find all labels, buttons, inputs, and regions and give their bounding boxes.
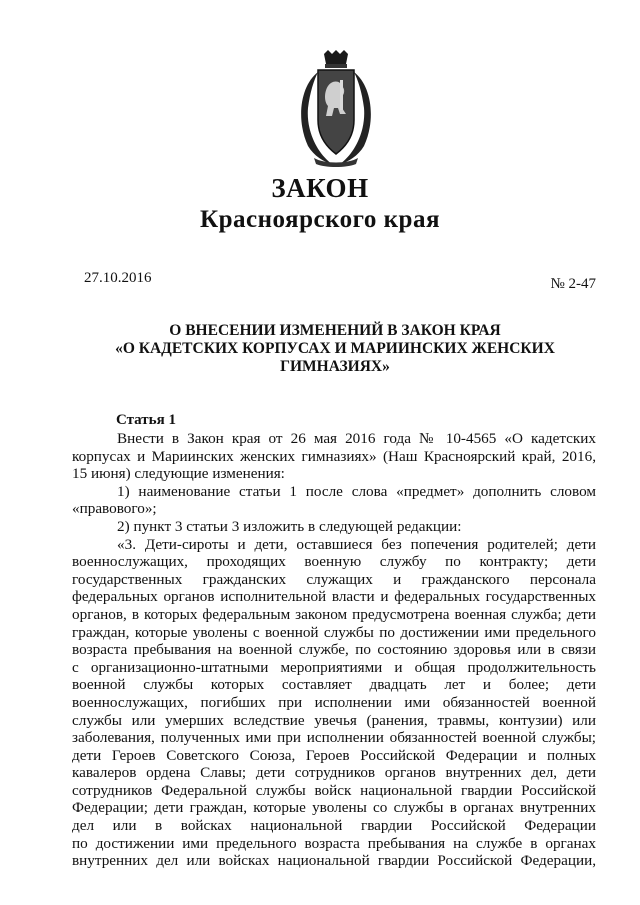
body-line: службы или умерших вследствие увечья (ранения, травмы, контузии) или: [72, 711, 596, 729]
document-subject: [90, 322, 580, 376]
subject-line: ГИМНАЗИЯХ»: [280, 358, 390, 375]
body-line: военной службы которых составляет двадцать лет и более; дети: [72, 676, 596, 694]
body-line: органов, в которых федеральным законом предусмотрена военная служба; дети: [72, 605, 596, 623]
body-line: Внести в Закон края от 26 мая 2016 года № 10-4565 «О кадетских: [117, 430, 596, 447]
body-line: сотрудников Федеральной службы войск национальной гвардии Российской: [72, 781, 596, 799]
coat-of-arms-icon: [294, 50, 378, 168]
body-line: заболевания, полученных ими при исполнении обязанностей военной службы;: [72, 729, 596, 747]
body-line: военнослужащих, погибших при исполнении ими обязанностей военной: [72, 693, 596, 711]
body-line: федеральных органов исполнительной власти и федеральных государственных: [72, 588, 596, 606]
body-line: государственных гражданских служащих и гражданского персонала: [72, 570, 596, 588]
document-date: 27.10.2016: [84, 270, 152, 286]
body-line: граждан, которые уволены с военной службы по достижении ими предельного: [72, 623, 596, 641]
body-line: 2) пункт 3 статьи 3 изложить в следующей редакции:: [117, 517, 462, 535]
body-line: по достижении ими предельного возраста пребывания на службе в органах: [72, 834, 596, 852]
body-line: корпусах и Мариинских женских гимназиях» (Наш Красноярский край, 2016,: [72, 447, 596, 465]
body-line: кавалеров ордена Славы; дети сотрудников органов внутренних дел, дети: [72, 764, 596, 782]
body-line: 15 июня) следующие изменения:: [72, 465, 285, 483]
document-title: ЗАКОН: [271, 173, 369, 203]
body-line: с организационно-штатными мероприятиями и общая продолжительность: [72, 658, 596, 676]
body-line: «3. Дети-сироты и дети, оставшиеся без попечения родителей; дети: [117, 535, 596, 553]
body-line: Федерации; дети граждан, которые уволены со службы в органах внутренних: [72, 799, 596, 817]
body-line: 1) наименование статьи 1 после слова «предмет» дополнить словом: [117, 482, 596, 500]
subject-line: О ВНЕСЕНИИ ИЗМЕНЕНИЙ В ЗАКОН КРАЯ: [169, 322, 501, 339]
article-heading: Статья 1: [116, 412, 176, 428]
document-number: № 2-47: [550, 276, 596, 292]
body-line: возраста пребывания на военной службе, по состоянию здоровья или в связи: [72, 641, 596, 659]
document-subtitle: Красноярского края: [200, 206, 440, 233]
document-body: [72, 430, 596, 870]
body-line: военнослужащих, проходящих военную службу по контракту; дети: [72, 553, 596, 571]
body-line: дети Героев Советского Союза, Героев Российской Федерации и полных: [72, 746, 596, 764]
body-line: дел или в войсках национальной гвардии Российской Федерации: [72, 817, 596, 835]
body-line: «правового»;: [72, 500, 157, 518]
body-line: внутренних дел или войсках национальной гвардии Российской Федерации,: [72, 852, 596, 870]
subject-line: «О КАДЕТСКИХ КОРПУСАХ И МАРИИНСКИХ ЖЕНСКИХ: [115, 340, 555, 357]
